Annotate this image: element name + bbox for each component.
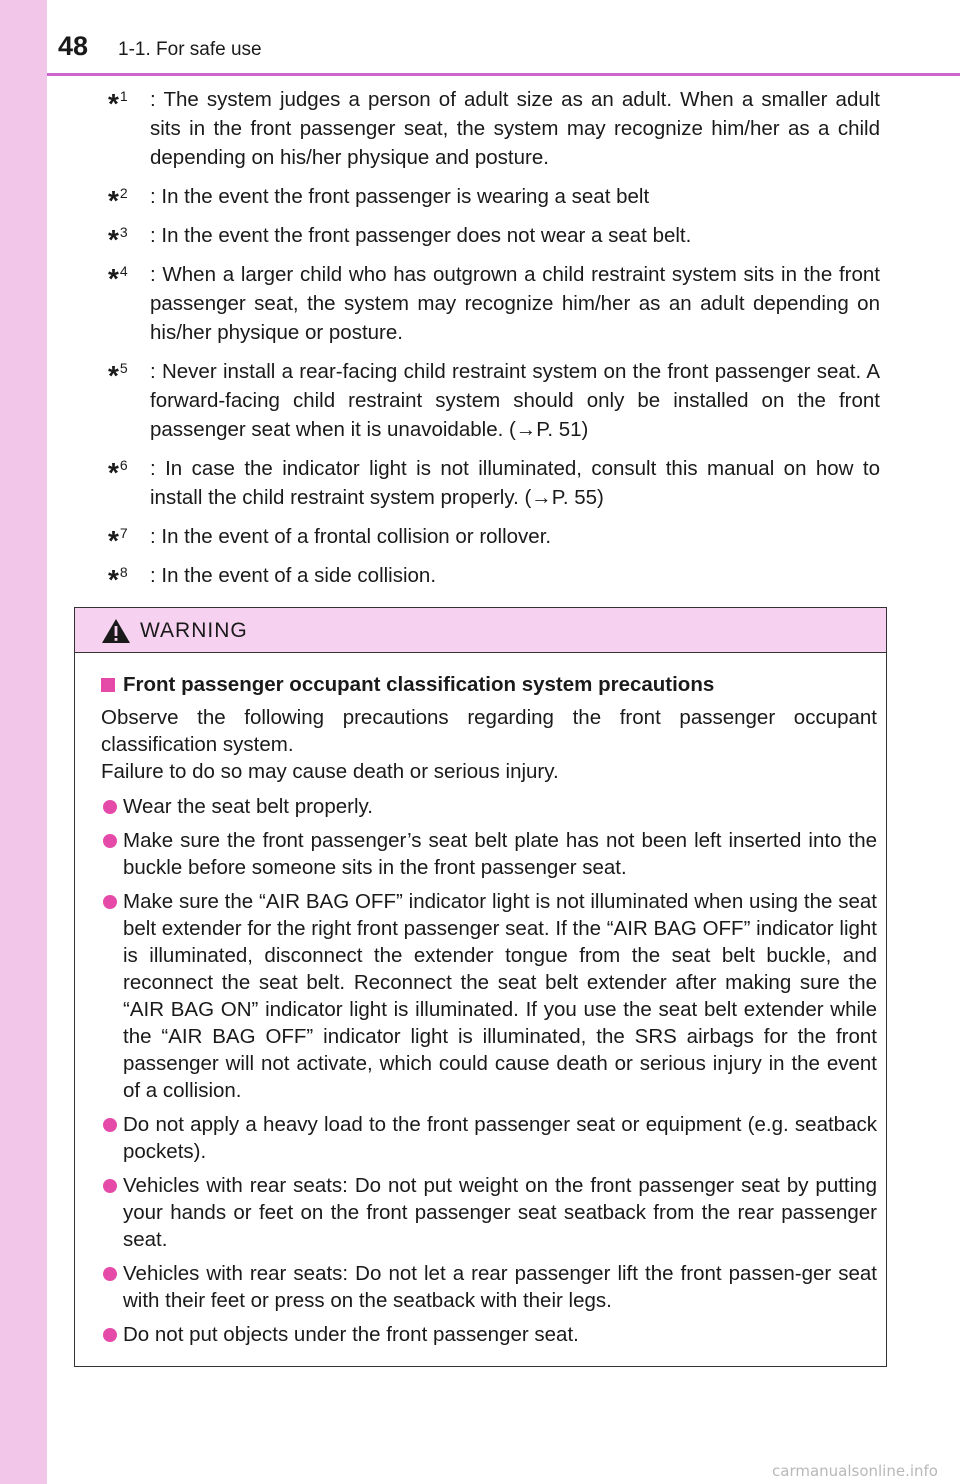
footnote-text: : When a larger child who has outgrown a child restraint system sits in the front passenger seat, the system may recognize him/her as an adult depending on his/her physique or posture. xyxy=(150,263,880,344)
footnote-text: : In the event the front passenger does not wear a seat belt. xyxy=(150,224,692,247)
warning-triangle-icon xyxy=(101,618,131,644)
intro-line-2: Failure to do so may cause death or serious injury. xyxy=(101,760,559,783)
footnote-mark: *$^1$ xyxy=(108,88,128,119)
footnote-3 xyxy=(108,221,880,255)
warning-heading-text: Front passenger occupant classification system precautions xyxy=(123,673,715,696)
intro-line-1: Observe the following precautions regarding the front passenger occupant classification system. xyxy=(101,706,877,756)
footnote-mark: *$^3$ xyxy=(108,224,128,255)
square-bullet-icon xyxy=(101,678,115,692)
list-item: Do not put objects under the front passenger seat. xyxy=(101,1321,877,1348)
list-item: Make sure the “AIR BAG OFF” indicator light is not illuminated when using the seat belt extender for the right front passenger seat. If the “AIR BAG OFF” indicator light is illuminated, disconnect the extender tongue from the seat belt buckle, and reconnect the seat belt. Reconnect the seat belt extender after making sure the “AIR BAG ON” indicator light is illuminated. If you use the seat belt extender while the “AIR BAG OFF” indicator light is illuminated, the SRS airbags for the front passenger will not activate, which could cause death or serious injury in the event of a collision. xyxy=(101,888,877,1104)
footnote-text: : In the event of a side collision. xyxy=(150,564,437,587)
watermark: carmanualsonline.info xyxy=(772,1462,938,1480)
round-bullet-icon xyxy=(103,800,117,814)
footnote-4 xyxy=(108,260,880,347)
warning-header xyxy=(75,608,886,653)
footnote-text: : The system judges a person of adult size as an adult. When a smaller adult sits in the front passenger seat, the system may recognize him/her as a child depending on his/her physique and posture. xyxy=(150,88,880,169)
footnote-2 xyxy=(108,182,880,216)
warning-intro xyxy=(101,704,877,785)
header-rule xyxy=(47,73,960,76)
footnote-mark: *$^2$ xyxy=(108,185,128,216)
footnote-mark: *$^8$ xyxy=(108,564,128,595)
warning-heading xyxy=(101,671,877,699)
footnote-text: : In case the indicator light is not illuminated, consult this manual on how to install the child restraint system properly. (→P. 55) xyxy=(150,457,880,509)
round-bullet-icon xyxy=(103,1118,117,1132)
footnote-5 xyxy=(108,357,880,444)
footnote-mark: *$^7$ xyxy=(108,525,128,556)
round-bullet-icon xyxy=(103,895,117,909)
footnote-1 xyxy=(108,85,880,172)
list-item: Do not apply a heavy load to the front passenger seat or equipment (e.g. seatback pockets). xyxy=(101,1111,877,1165)
list-item: Vehicles with rear seats: Do not put weight on the front passenger seat by putting your hands or feet on the front passenger seat seatback from the rear passenger seat. xyxy=(101,1172,877,1253)
warning-body xyxy=(75,653,886,1348)
warning-box xyxy=(74,607,887,1367)
footnote-text: : In the event the front passenger is wearing a seat belt xyxy=(150,185,650,208)
list-item: Wear the seat belt properly. xyxy=(101,793,877,820)
warning-title: WARNING xyxy=(140,619,248,642)
footnote-mark: *$^4$ xyxy=(108,263,128,294)
round-bullet-icon xyxy=(103,1328,117,1342)
round-bullet-icon xyxy=(103,1179,117,1193)
page-number: 48 xyxy=(58,31,89,61)
round-bullet-icon xyxy=(103,1267,117,1281)
footnote-mark: *$^6$ xyxy=(108,457,128,488)
section-label: 1-1. For safe use xyxy=(118,39,262,60)
footnote-7 xyxy=(108,522,880,556)
footnote-text: : Never install a rear-facing child restraint system on the front passenger seat. A forward-facing child restraint system should only be installed on the front passenger seat when it is unavoidable. (→P. 51) xyxy=(150,360,880,441)
precaution-list xyxy=(101,793,877,1348)
footnote-6 xyxy=(108,454,880,512)
footnote-text: : In the event of a frontal collision or rollover. xyxy=(150,525,552,548)
round-bullet-icon xyxy=(103,834,117,848)
list-item: Make sure the front passenger’s seat belt plate has not been left inserted into the buckle before someone sits in the front passenger seat. xyxy=(101,827,877,881)
footnote-mark: *$^5$ xyxy=(108,360,128,391)
list-item: Vehicles with rear seats: Do not let a rear passenger lift the front passen-ger seat with their feet or press on the seatback with their legs. xyxy=(101,1260,877,1314)
side-band xyxy=(0,0,47,1484)
footnote-8 xyxy=(108,561,880,595)
footnote-list xyxy=(108,85,880,600)
